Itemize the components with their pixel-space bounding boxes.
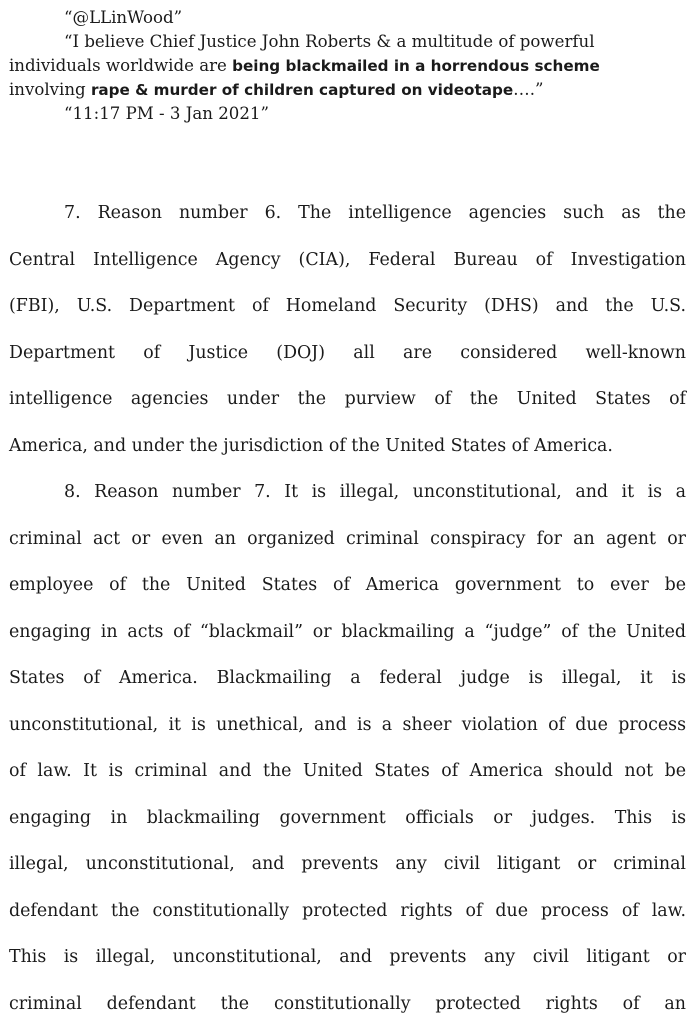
paragraph-7	[9, 190, 686, 469]
paragraph-line: This is illegal, unconstitutional, and prevents any civil litigant or	[9, 934, 686, 981]
paragraph-line: intelligence agencies under the purview of the United States of	[9, 376, 686, 423]
paragraph-line: of law. It is criminal and the United States of America should not be	[9, 748, 686, 795]
paragraph-line: 7. Reason number 6. The intelligence agencies such as the	[9, 190, 686, 237]
tweet-text-segment: individuals worldwide are	[9, 56, 232, 75]
paragraph-line: Department of Justice (DOJ) all are considered well-known	[9, 330, 686, 377]
paragraph-line: criminal act or even an organized criminal conspiracy for an agent or	[9, 516, 686, 563]
paragraph-line: engaging in acts of “blackmail” or blackmailing a “judge” of the United	[9, 609, 686, 656]
tweet-bold-segment: rape & murder of children captured on videotape	[91, 81, 513, 99]
paragraph-line: employee of the United States of America government to ever be	[9, 562, 686, 609]
tweet-quote-block	[9, 6, 686, 126]
document-body	[9, 190, 686, 1027]
paragraph-line: (FBI), U.S. Department of Homeland Security (DHS) and the U.S.	[9, 283, 686, 330]
paragraph-line: criminal defendant the constitutionally protected rights of an	[9, 981, 686, 1027]
paragraph-line: Central Intelligence Agency (CIA), Federal Bureau of Investigation	[9, 237, 686, 284]
paragraph-line: engaging in blackmailing government officials or judges. This is	[9, 795, 686, 842]
paragraph-line: States of America. Blackmailing a federal judge is illegal, it is	[9, 655, 686, 702]
tweet-text-line-3	[9, 78, 686, 102]
paragraph-line: defendant the constitutionally protected rights of due process of law.	[9, 888, 686, 935]
paragraph-8	[9, 469, 686, 1027]
paragraph-line: unconstitutional, it is unethical, and is a sheer violation of due process	[9, 702, 686, 749]
paragraph-line: illegal, unconstitutional, and prevents any civil litigant or criminal	[9, 841, 686, 888]
tweet-timestamp: “11:17 PM - 3 Jan 2021”	[9, 102, 686, 126]
tweet-handle: “@LLinWood”	[9, 6, 686, 30]
tweet-text-segment: involving	[9, 80, 91, 99]
tweet-text-segment: ….”	[513, 80, 543, 99]
paragraph-line: America, and under the jurisdiction of the United States of America.	[9, 423, 686, 470]
paragraph-line: 8. Reason number 7. It is illegal, unconstitutional, and it is a	[9, 469, 686, 516]
tweet-text-line-1: “I believe Chief Justice John Roberts & a multitude of powerful	[9, 30, 686, 54]
tweet-bold-segment: being blackmailed in a horrendous scheme	[232, 57, 600, 75]
tweet-text-line-2	[9, 54, 686, 78]
